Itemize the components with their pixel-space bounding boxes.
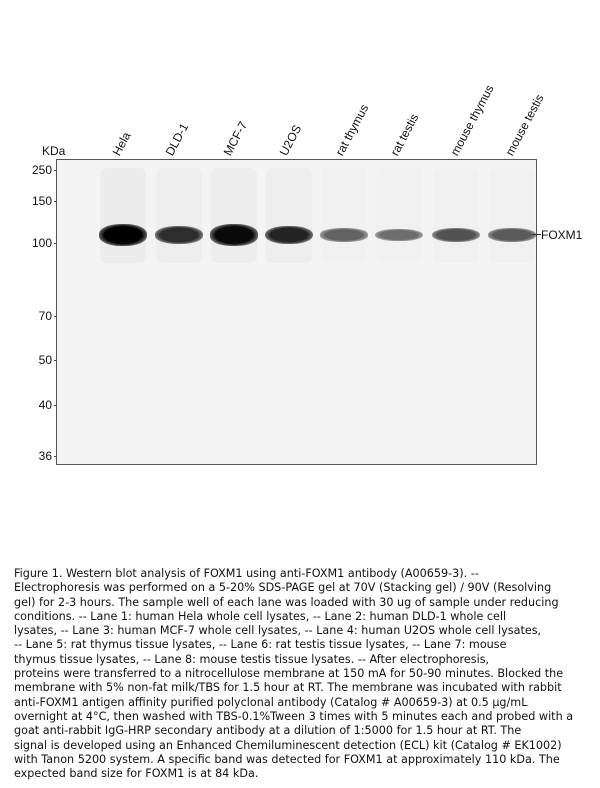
caption-line: thymus tissue lysates, -- Lane 8: mouse testis tissue lysates. -- After electrophoresis, — [14, 652, 490, 666]
lane-smear — [100, 168, 146, 263]
blot-membrane — [56, 159, 537, 465]
caption-line: proteins were transferred to a nitrocellulose membrane at 150 mA for 50-90 minutes. Blocked the — [14, 667, 564, 681]
unit-label: KDa — [42, 144, 66, 158]
caption-line: overnight at 4°C, then washed with TBS-0.1%Tween 3 times with 5 minutes each and probed with a — [14, 709, 574, 723]
caption-line: signal is developed using an Enhanced Chemiluminescent detection (ECL) kit (Catalog # EK1002) — [14, 738, 562, 752]
caption-line: goat anti-rabbit IgG-HRP secondary antibody at a dilution of 1:5000 for 1.5 hour at RT. The — [14, 724, 522, 738]
band-foxm1 — [155, 226, 203, 244]
caption-line: conditions. -- Lane 1: human Hela whole cell lysates, -- Lane 2: human DLD-1 whole cell — [14, 609, 507, 623]
lane-label-u2os: U2OS — [276, 122, 305, 158]
caption-line: Figure 1. Western blot analysis of FOXM1 using anti-FOXM1 antibody (A00659-3). -- — [14, 567, 479, 580]
band-foxm1 — [210, 224, 258, 245]
band-pointer — [532, 234, 541, 235]
lane-smear — [376, 168, 422, 263]
marker-36: 36 — [38, 449, 52, 463]
lane-label-mouse-thymus: mouse thymus — [447, 82, 497, 158]
marker-40: 40 — [38, 398, 52, 412]
caption-line: Electrophoresis was performed on a 5-20% SDS-PAGE gel at 70V (Stacking gel) / 90V (Resolving — [14, 581, 552, 595]
caption-line: gel) for 2-3 hours. The sample well of each lane was loaded with 30 ug of sample under reducing — [14, 595, 559, 609]
band-foxm1 — [320, 228, 368, 241]
marker-50: 50 — [38, 353, 52, 367]
lane-label-dld1: DLD-1 — [162, 120, 192, 158]
band-foxm1 — [99, 224, 147, 246]
marker-100: 100 — [31, 236, 52, 250]
lane-smear — [489, 168, 535, 263]
band-foxm1 — [265, 226, 313, 245]
lane-smear — [211, 168, 257, 263]
marker-150: 150 — [31, 194, 52, 208]
lane-smear — [156, 168, 202, 263]
marker-250: 250 — [31, 163, 52, 177]
lane-label-mcf7: MCF-7 — [220, 119, 251, 158]
figure-caption — [14, 567, 588, 781]
caption-line: expected band size for FOXM1 is at 84 kDa. — [14, 767, 259, 781]
lane-label-rat-thymus: rat thymus — [332, 101, 372, 158]
caption-line: anti-FOXM1 antigen affinity purified polyclonal antibody (Catalog # A00659-3) at 0.5 μg/mL — [14, 695, 528, 709]
lane-label-rat-testis: rat testis — [387, 111, 422, 158]
caption-line: -- Lane 5: rat thymus tissue lysates, -- Lane 6: rat testis tissue lysates, -- Lane 7: mouse — [14, 638, 507, 652]
band-foxm1 — [375, 229, 423, 241]
lane-smear — [266, 168, 312, 263]
marker-70: 70 — [38, 309, 52, 323]
band-label-foxm1: FOXM1 — [541, 228, 583, 242]
caption-line: with Tanon 5200 system. A specific band was detected for FOXM1 at approximately 110 kDa. The — [14, 752, 560, 766]
lane-smear — [433, 168, 479, 263]
caption-line: lysates, -- Lane 3: human MCF-7 whole cell lysates, -- Lane 4: human U2OS whole cell lysates, — [14, 624, 542, 638]
band-foxm1 — [432, 228, 480, 243]
band-foxm1 — [488, 228, 536, 242]
lane-label-mouse-testis: mouse testis — [502, 91, 547, 158]
lane-smear — [321, 168, 367, 263]
lane-label-hela: Hela — [109, 129, 134, 158]
caption-line: membrane with 5% non-fat milk/TBS for 1.5 hour at RT. The membrane was incubated with rabbit — [14, 681, 562, 695]
